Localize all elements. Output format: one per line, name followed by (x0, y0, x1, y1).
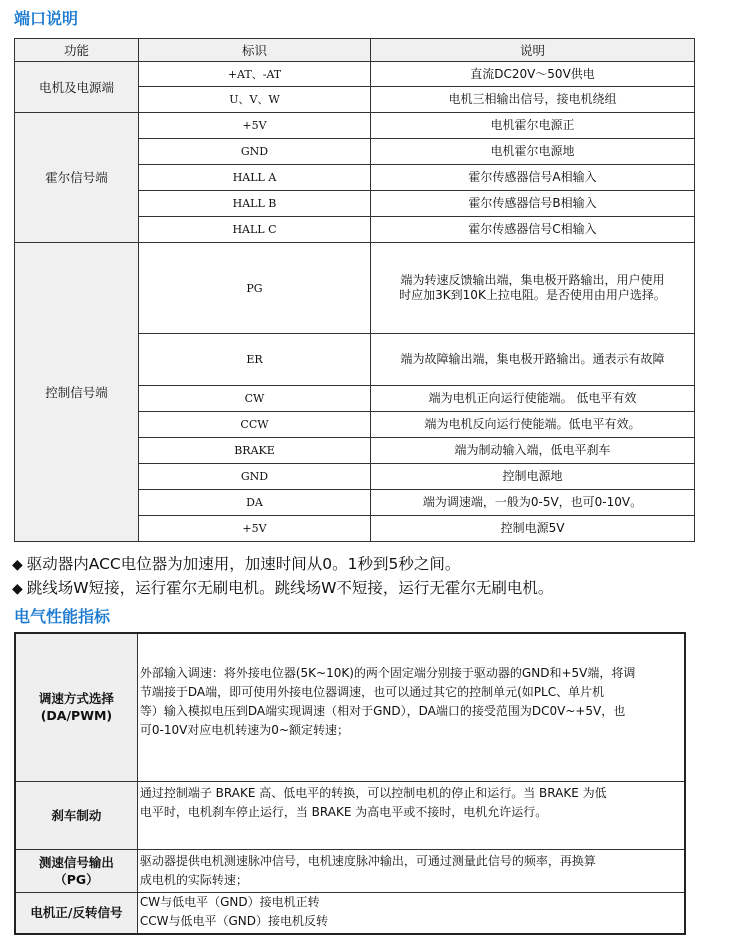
row-mark: CCW (139, 412, 371, 438)
text-line: 成电机的实际转速； (139, 872, 248, 887)
table-row (15, 113, 695, 139)
text-line: CW与低电平（GND）接电机正转 (139, 894, 320, 909)
spec-label (15, 849, 137, 892)
row-desc: 霍尔传感器信号C相输入 (371, 217, 695, 243)
text-line: 驱动器提供电机测速脉冲信号，电机速度脉冲输出，可通过测量此信号的频率，再换算 (139, 853, 596, 868)
row-desc: 电机霍尔电源正 (371, 113, 695, 139)
row-mark: DA (139, 490, 371, 516)
note-item (12, 553, 742, 577)
row-desc: 电机三相输出信号，接电机绕组 (371, 87, 695, 113)
row-mark: PG (139, 243, 371, 334)
row-desc: 端为电机正向运行使能端。 低电平有效 (371, 386, 695, 412)
table-row (15, 892, 685, 934)
row-desc: 直流DC20V～50V供电 (371, 62, 695, 87)
note-item (12, 577, 742, 601)
row-desc: 霍尔传感器信号B相输入 (371, 191, 695, 217)
row-desc: 控制电源5V (371, 516, 695, 542)
notes (12, 553, 742, 601)
header-func: 功能 (15, 39, 139, 62)
text-line: 节端接于DA端，即可使用外接电位器调速，也可以通过其它的控制单元(如PLC、单片机 (139, 685, 605, 699)
row-mark: ER (139, 334, 371, 386)
row-mark: GND (139, 139, 371, 165)
group-label-power: 电机及电源端 (15, 62, 139, 113)
note-text: 跳线场W短接，运行霍尔无刷电机。跳线场W不短接，运行无霍尔无刷电机。 (26, 579, 554, 597)
spec-label (15, 892, 137, 934)
label-line: 测速信号输出 (38, 854, 114, 870)
group-label-control: 控制信号端 (15, 243, 139, 542)
header-desc: 说明 (371, 39, 695, 62)
row-desc: 电机霍尔电源地 (371, 139, 695, 165)
row-desc: 霍尔传感器信号A相输入 (371, 165, 695, 191)
table-row (15, 849, 685, 892)
desc-line: 时应加3K到10K上拉电阻。是否使用由用户选择。 (399, 288, 666, 302)
row-desc (371, 243, 695, 334)
label-line: 电机正/反转信号 (30, 905, 123, 920)
row-mark: CW (139, 386, 371, 412)
row-mark: +AT、-AT (139, 62, 371, 87)
spec-label (15, 781, 137, 849)
section-heading-ports: 端口说明 (14, 9, 79, 28)
label-line: 刹车制动 (51, 807, 102, 823)
label-line: (DA/PWM) (40, 708, 113, 724)
row-mark: HALL C (139, 217, 371, 243)
electrical-spec-table (14, 632, 686, 935)
text-line: 外部输入调速：将外接电位器(5K~10K)的两个固定端分别接于驱动器的GND和+5V端，将调 (139, 666, 636, 680)
label-line: （PG） (54, 871, 99, 887)
text-line: 电平时，电机刹车停止运行，当 BRAKE 为高电平或不接时，电机允许运行。 (139, 804, 548, 819)
row-mark: HALL B (139, 191, 371, 217)
row-desc: 控制电源地 (371, 464, 695, 490)
text-line: 可0-10V对应电机转速为0~额定转速； (139, 723, 349, 737)
table-row (15, 243, 695, 334)
row-mark: HALL A (139, 165, 371, 191)
spec-text (137, 892, 685, 934)
table-header-row (15, 39, 695, 62)
row-mark: +5V (139, 516, 371, 542)
diamond-bullet-icon: ◆ (12, 581, 23, 597)
desc-line: 端为转速反馈输出端，集电极开路输出，用户使用 (400, 273, 665, 287)
text-line: CCW与低电平（GND）接电机反转 (139, 913, 328, 928)
row-desc: 端为故障输出端，集电极开路输出。通表示有故障 (371, 334, 695, 386)
table-row (15, 781, 685, 849)
section-heading-electrical: 电气性能指标 (14, 607, 111, 626)
label-line: 调速方式选择 (38, 691, 114, 707)
table-row (15, 62, 695, 87)
text-line: 通过控制端子 BRAKE 高、低电平的转换，可以控制电机的停止和运行。当 BRAKE 为低 (139, 785, 607, 800)
port-table (14, 38, 695, 542)
table-row (15, 633, 685, 781)
row-mark: GND (139, 464, 371, 490)
row-mark: BRAKE (139, 438, 371, 464)
header-mark: 标识 (139, 39, 371, 62)
spec-label (15, 633, 137, 781)
row-desc: 端为电机反向运行使能端。低电平有效。 (371, 412, 695, 438)
note-text: 驱动器内ACC电位器为加速用，加速时间从0。1秒到5秒之间。 (26, 555, 461, 573)
row-desc: 端为制动输入端，低电平刹车 (371, 438, 695, 464)
row-desc: 端为调速端，一般为0-5V，也可0-10V。 (371, 490, 695, 516)
row-mark: +5V (139, 113, 371, 139)
text-line: 等）输入模拟电压到DA端实现调速（相对于GND），DA端口的接受范围为DC0V~+5V，也 (139, 704, 626, 718)
row-mark: U、V、W (139, 87, 371, 113)
diamond-bullet-icon: ◆ (12, 557, 23, 573)
spec-text (137, 633, 685, 781)
spec-text (137, 849, 685, 892)
spec-text (137, 781, 685, 849)
group-label-hall: 霍尔信号端 (15, 113, 139, 243)
